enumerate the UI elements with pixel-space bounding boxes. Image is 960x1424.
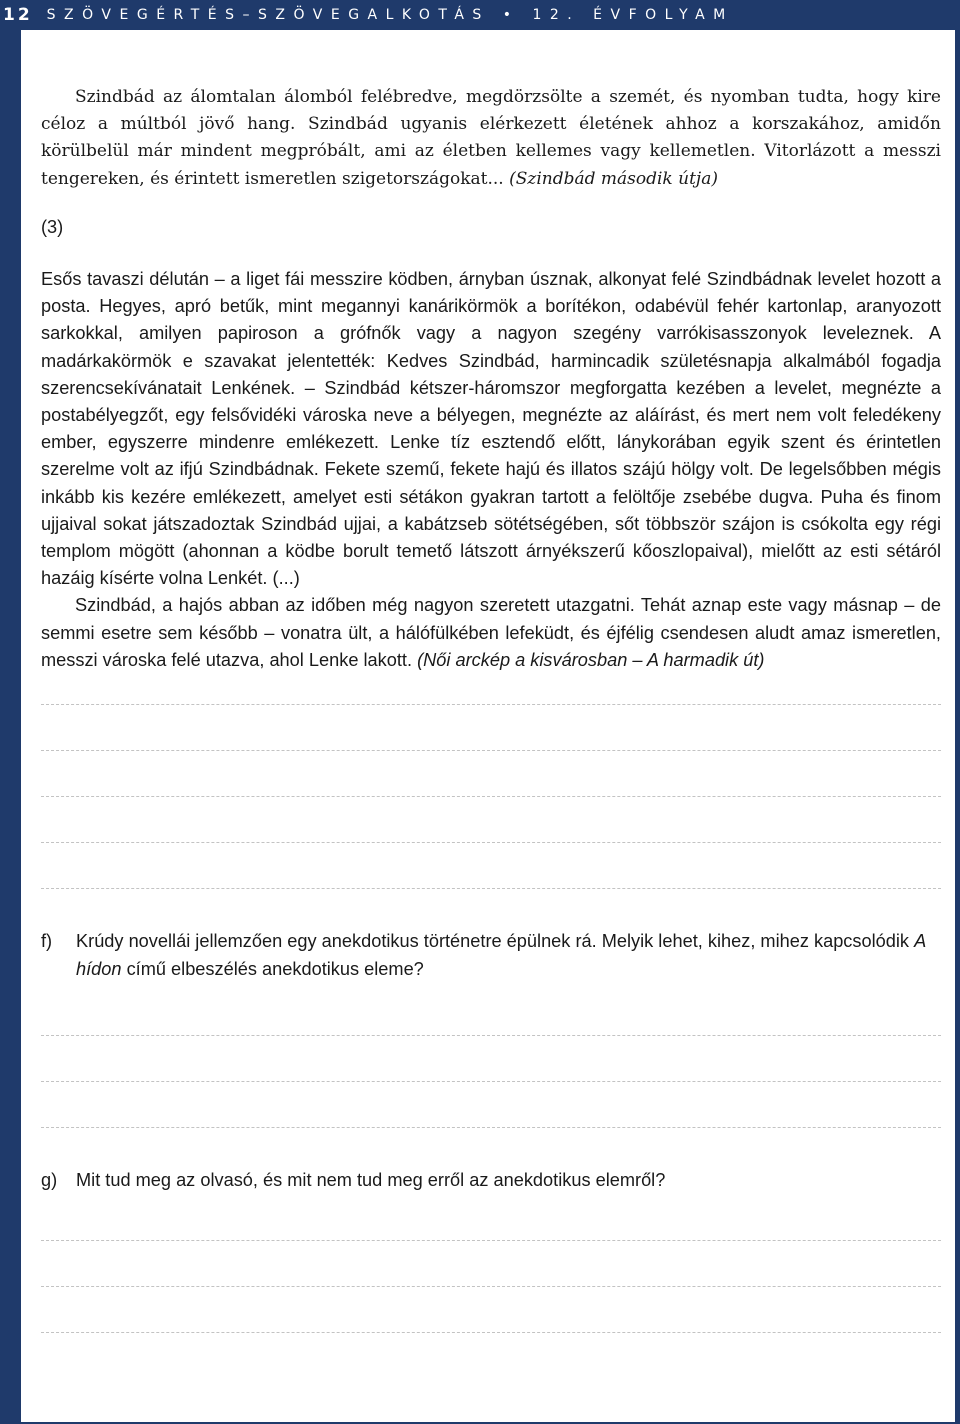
passage-two-text: Szindbád az álomtalan álomból felébredve, megdörzsölte a szemét, és nyomban tudta, hogy kire céloz a múltból jövő hang. Szindbád ugyanis elérkezett életének ahhoz a korszakához, amidőn körülbelül már mindent megpróbált, ami az életben kellemes vagy kellemetlen. Vitorlázott a messzi tengereken, és érintett ismeretlen szigetországokat... — [41, 87, 941, 189]
passage-three-paragraph-two — [41, 592, 941, 674]
series-title: SZÖVEGÉRTÉS–SZÖVEGALKOTÁS • 12. ÉVFOLYAM — [46, 7, 734, 23]
task-f-story-title: A hídon — [76, 931, 926, 980]
answer-line[interactable] — [41, 888, 941, 889]
worksheet-content — [41, 84, 941, 1333]
answer-line[interactable] — [41, 750, 941, 751]
task-f-text-after: című elbeszélés anekdotikus eleme? — [121, 959, 424, 980]
task-f — [41, 927, 941, 983]
task-g-question: Mit tud meg az olvasó, és mit nem tud meg erről az anekdotikus elemről? — [76, 1170, 666, 1191]
page-number: 12 — [3, 5, 33, 25]
answer-line[interactable] — [41, 1332, 941, 1333]
task-g-label: g) — [41, 1170, 58, 1191]
answer-line[interactable] — [41, 704, 941, 705]
answer-line[interactable] — [41, 1286, 941, 1287]
answer-line[interactable] — [41, 1240, 941, 1241]
passage-two-source: (Szindbád második útja) — [509, 168, 718, 189]
answer-lines-g — [41, 1240, 941, 1333]
task-g — [41, 1166, 941, 1194]
passage-three-paragraph-one: Esős tavaszi délután – a liget fái messzire ködben, árnyban úsznak, alkonyat felé Szindbádnak levelet hozott a posta. Hegyes, apró betűk, mint megannyi kanárikörmök a borítékon, odabévül fehér kartonlap, aranyozott sarkokkal, amilyen papiroson a grófnők vagy a nagyon szegény varrókisasszonyok leveleznek. A madárkakörmök e szavakat jelentették: Kedves Szindbád, harmincadik születésnapja alkalmából fogadja szerencsekívánatait Lenkének. – Szindbád kétszer-háromszor megforgatta kezében a levelet, megnézte a postabélyegzőt, egy felsővidéki városka neve a bélyegen, megnézte az aláírást, és mert nem volt feledékeny ember, egyszerre mindenre emlékezett. Lenke tíz esztendő előtt, lánykorában egyik szent és érintetlen szerelme volt az ifjú Szindbádnak. Fekete szemű, fekete hajú és illatos szájú hölgy volt. De legelsőbben mégis inkább kis kezére emlékezett, amelyet esti sétákon gyakran tartott a felöltője zsebébe dugva. Puha és finom ujjaival sokat játszadoztak Szindbád ujjai, a kabátzseb sötétségében, sőt többször szájon is csókolta egy régi templom mögött (ahonnan a ködbe borult temető látszott árnyékszerű kőoszlopaival), mielőtt az esti sétáról hazáig kísérte volna Lenkét. (...) — [41, 269, 941, 589]
answer-line[interactable] — [41, 1127, 941, 1128]
passage-three-source: (Női arckép a kisvárosban – A harmadik út) — [417, 649, 765, 670]
answer-line[interactable] — [41, 796, 941, 797]
answer-line[interactable] — [41, 842, 941, 843]
answer-lines-f — [41, 1035, 941, 1128]
task-f-text-before: Krúdy novellái jellemzően egy anekdotikus történetre épülnek rá. Melyik lehet, kihez, mihez kapcsolódik — [76, 931, 915, 952]
answer-line[interactable] — [41, 1035, 941, 1036]
task-f-question — [76, 927, 941, 983]
worksheet-page — [21, 30, 955, 1422]
passage-three-paragraph-two-text: Szindbád, a hajós abban az időben még nagyon szeretett utazgatni. Tehát aznap este vagy másnap – de semmi esetre sem később – vonatra ült, a hálófülkében lefeküdt, és éjfélig csendesen aludt amaz ismeretlen, messzi városka felé utazva, ahol Lenke lakott. — [41, 595, 941, 670]
task-f-label: f) — [41, 931, 53, 952]
excerpt-number: (3) — [41, 216, 64, 237]
passage-two — [41, 84, 941, 193]
answer-lines-e — [41, 704, 941, 889]
answer-line[interactable] — [41, 1081, 941, 1082]
page-header — [0, 0, 960, 30]
